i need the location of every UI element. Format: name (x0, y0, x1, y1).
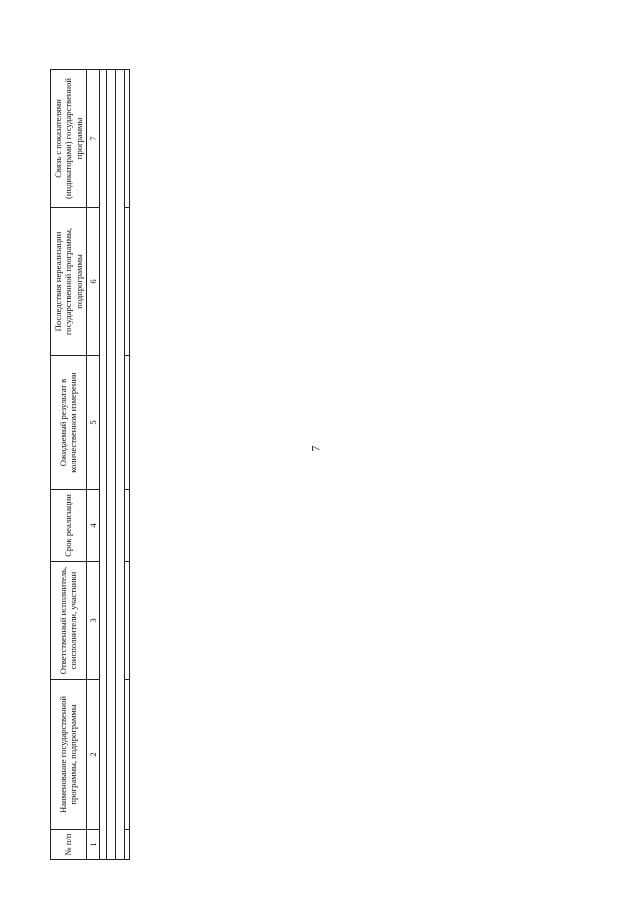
col-header-consequences: Последствия нереализации государственной программы, подпрограммы (51, 208, 87, 356)
row-name (125, 680, 130, 830)
col-header-name: Наименование государственной программы, подпрограммы (51, 680, 87, 830)
row-number (125, 830, 130, 860)
table-row (125, 70, 130, 860)
col-header-link: Связь с показателями (индикаторами) государственной программы (51, 70, 87, 208)
task-row (107, 70, 116, 860)
col-header-period: Срок реализации (51, 490, 87, 562)
column-number: 2 (86, 680, 99, 830)
task-text (107, 70, 116, 860)
rotated-table-page (50, 70, 580, 860)
event-text (116, 70, 125, 860)
row-period (125, 490, 130, 562)
column-number: 1 (86, 830, 99, 860)
col-header-executor: Ответственный исполнитель, соисполнители, участники (51, 562, 87, 680)
event-row (116, 70, 125, 860)
header-row (51, 70, 87, 860)
row-result (125, 356, 130, 490)
program-title (100, 70, 107, 860)
column-number: 4 (86, 490, 99, 562)
column-number: 3 (86, 562, 99, 680)
page-number: 7 (308, 445, 323, 452)
column-number: 7 (86, 70, 99, 208)
column-number: 6 (86, 208, 99, 356)
program-table (50, 69, 130, 860)
column-number-row (86, 70, 99, 860)
row-consequences (125, 208, 130, 356)
row-executor (125, 562, 130, 680)
column-number: 5 (86, 356, 99, 490)
col-header-result: Ожидаемый результат в количественном измерении (51, 356, 87, 490)
col-header-number: № п/п (51, 830, 87, 860)
program-title-row (100, 70, 107, 860)
row-link (125, 70, 130, 208)
